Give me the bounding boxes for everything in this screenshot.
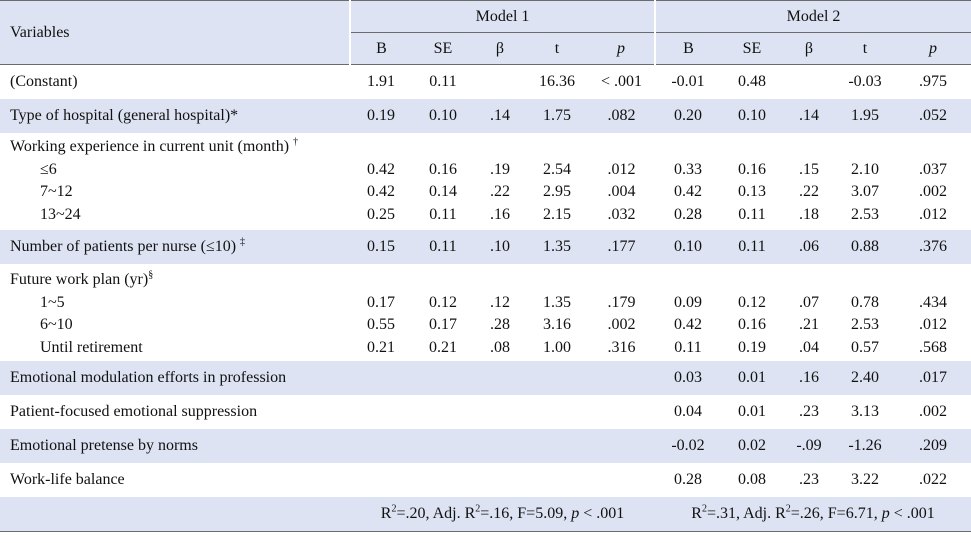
col-t: t [835, 33, 895, 65]
cell: 0.28 [674, 471, 702, 488]
cell-group [895, 133, 971, 230]
cell: 2.95 [543, 183, 571, 200]
col-se: SE [721, 33, 783, 65]
cell: 1.91 [367, 73, 395, 90]
sub-label: 6~10 [40, 316, 73, 333]
footnote-mark: § [148, 269, 154, 281]
cell: 0.16 [429, 160, 457, 178]
row-label: Work-life balance [10, 471, 125, 488]
sub-label: 1~5 [40, 293, 65, 311]
cell-group [721, 264, 783, 361]
cell: .209 [895, 429, 971, 463]
row-label-group [0, 133, 350, 230]
cell: .16 [490, 205, 510, 223]
cell: 0.42 [367, 160, 395, 178]
cell: 3.22 [851, 471, 879, 488]
cell: 0.11 [429, 205, 457, 223]
cell: 0.21 [367, 338, 395, 356]
cell: .012 [919, 205, 947, 223]
cell: 0.12 [738, 293, 766, 311]
cell: .16 [783, 361, 835, 395]
cell [474, 65, 526, 100]
cell: 0.10 [721, 99, 783, 133]
cell: 0.14 [429, 183, 457, 200]
cell-group [895, 264, 971, 361]
cell: .376 [895, 230, 971, 264]
cell-group [474, 133, 526, 230]
table-row-future [0, 264, 971, 361]
model1-header: Model 1 [350, 1, 655, 33]
cell: .002 [607, 316, 636, 333]
cell: 0.01 [721, 361, 783, 395]
cell: 0.42 [674, 316, 702, 333]
col-beta: β [474, 33, 526, 65]
cell: 1.95 [835, 99, 895, 133]
cell: -.09 [783, 429, 835, 463]
cell: .177 [588, 230, 655, 264]
cell: 0.42 [367, 183, 395, 200]
cell: .434 [919, 293, 947, 311]
cell: 2.10 [851, 160, 879, 178]
model2-header: Model 2 [655, 1, 971, 33]
cell-group [588, 133, 655, 230]
cell: .06 [783, 230, 835, 264]
cell: .15 [799, 160, 819, 178]
cell-group [474, 264, 526, 361]
cell: .21 [799, 316, 819, 333]
cell: 0.16 [738, 160, 766, 178]
col-t: t [526, 33, 588, 65]
cell: 2.40 [835, 361, 895, 395]
cell: 1.35 [543, 293, 571, 311]
cell: .012 [607, 160, 636, 178]
cell: .19 [490, 160, 510, 178]
cell: 0.10 [655, 230, 721, 264]
cell: 16.36 [539, 73, 575, 90]
cell: 0.12 [429, 293, 457, 311]
cell: .28 [490, 316, 510, 333]
cell-group [783, 264, 835, 361]
cell: .14 [474, 99, 526, 133]
cell: 1.35 [526, 230, 588, 264]
table-row-suppression [0, 395, 971, 429]
cell-group [655, 133, 721, 230]
cell: 1.75 [526, 99, 588, 133]
cell: 1.00 [543, 338, 571, 356]
cell: .032 [607, 205, 636, 223]
cell: .18 [799, 205, 819, 223]
row-label: Future work plan (yr) [10, 271, 149, 288]
cell-group [526, 264, 588, 361]
cell-group [588, 264, 655, 361]
cell: 0.17 [367, 293, 395, 311]
cell: 0.16 [738, 316, 766, 333]
row-label: Number of patients per nurse (≤10) [10, 238, 237, 255]
cell: 0.17 [429, 316, 457, 333]
cell: 0.48 [738, 73, 766, 90]
cell-group [721, 133, 783, 230]
cell-group [350, 133, 412, 230]
cell: 0.42 [674, 183, 702, 200]
sub-label: ≤6 [40, 160, 57, 178]
cell: .017 [895, 361, 971, 395]
cell: 2.54 [543, 160, 571, 178]
cell: .004 [607, 183, 636, 200]
cell: 0.21 [429, 338, 457, 356]
row-label-group [0, 230, 350, 264]
cell: 0.19 [350, 99, 412, 133]
model1-summary: $R^2=.20$, Adj. $R^2=.16$, F=5.09, p < .001 [350, 497, 655, 532]
cell: 0.88 [835, 230, 895, 264]
row-label: Patient-focused emotional suppression [10, 403, 258, 420]
col-b: B [350, 33, 412, 65]
sub-label: 13~24 [40, 205, 81, 223]
cell: 2.15 [543, 205, 571, 223]
cell: 0.33 [674, 160, 702, 178]
cell: 0.57 [851, 338, 879, 356]
cell [783, 65, 835, 100]
cell: 0.11 [412, 230, 474, 264]
cell: .012 [919, 316, 947, 333]
cell: .037 [919, 160, 947, 178]
cell: .316 [607, 338, 636, 356]
col-se: SE [412, 33, 474, 65]
cell: .082 [588, 99, 655, 133]
cell-group [835, 133, 895, 230]
cell: .04 [799, 338, 819, 356]
cell: 0.01 [738, 403, 766, 420]
table-row-modulation [0, 361, 971, 395]
row-label: Working experience in current unit (month) [10, 138, 290, 155]
table-row-summary [0, 497, 971, 532]
table-row-pretense [0, 429, 971, 463]
cell: .23 [799, 471, 819, 488]
cell: .568 [919, 338, 947, 356]
cell-group [350, 264, 412, 361]
cell: -0.03 [848, 73, 882, 90]
cell: 0.09 [674, 293, 702, 311]
table-row-patients [0, 230, 971, 264]
cell: 2.53 [851, 205, 879, 223]
table-row-balance [0, 463, 971, 497]
cell: 0.78 [851, 293, 879, 311]
cell: 0.11 [738, 205, 766, 223]
cell: .22 [799, 183, 819, 200]
cell: -0.01 [671, 73, 705, 90]
footnote-mark: ‡ [240, 236, 246, 248]
cell-group [412, 133, 474, 230]
cell: 0.11 [429, 73, 457, 90]
cell: 0.15 [350, 230, 412, 264]
col-p: p [895, 33, 971, 65]
cell-group [835, 264, 895, 361]
cell: .179 [607, 293, 636, 311]
cell: .07 [799, 293, 819, 311]
cell: 0.08 [738, 471, 766, 488]
sub-label: 7~12 [40, 183, 73, 200]
cell: .052 [895, 99, 971, 133]
cell: .08 [490, 338, 510, 356]
col-p: p [588, 33, 655, 65]
cell-group [412, 264, 474, 361]
footnote-mark: † [293, 136, 299, 148]
cell: 0.55 [367, 316, 395, 333]
cell: .002 [919, 403, 947, 420]
cell-group [526, 133, 588, 230]
table-row-hospital [0, 99, 971, 133]
cell: -0.02 [655, 429, 721, 463]
sub-label: Until retirement [40, 338, 143, 356]
cell-group [783, 133, 835, 230]
cell: 0.28 [674, 205, 702, 223]
cell: 2.53 [851, 316, 879, 333]
col-beta: β [783, 33, 835, 65]
variables-header: Variables [0, 1, 350, 65]
col-b: B [655, 33, 721, 65]
table-row-constant [0, 65, 971, 100]
cell: -1.26 [835, 429, 895, 463]
cell: .23 [799, 403, 819, 420]
row-label: (Constant) [10, 73, 78, 90]
cell: .975 [919, 73, 947, 90]
row-label-group [0, 264, 350, 361]
row-label: Emotional modulation efforts in profession [0, 361, 350, 395]
row-label: Emotional pretense by norms [0, 429, 350, 463]
cell: .002 [919, 183, 947, 200]
cell: 3.07 [851, 183, 879, 200]
cell: 0.03 [655, 361, 721, 395]
cell: 0.20 [655, 99, 721, 133]
cell: 0.11 [721, 230, 783, 264]
header-row-models [0, 1, 971, 33]
cell: 0.02 [721, 429, 783, 463]
cell: < .001 [600, 73, 643, 90]
model2-summary: $R^2=.31$, Adj. $R^2=.26$, F=6.71, p < .001 [655, 497, 971, 532]
cell-group [655, 264, 721, 361]
row-label: Type of hospital (general hospital)* [0, 99, 350, 133]
cell: .22 [490, 183, 510, 200]
cell: 0.10 [412, 99, 474, 133]
cell: .12 [490, 293, 510, 311]
cell: 0.19 [738, 338, 766, 356]
cell: 0.04 [674, 403, 702, 420]
cell: .10 [474, 230, 526, 264]
cell: 3.13 [851, 403, 879, 420]
cell: .022 [919, 471, 947, 488]
cell: 0.25 [367, 205, 395, 223]
cell: 0.13 [738, 183, 766, 200]
cell: 3.16 [543, 316, 571, 333]
cell: 0.11 [674, 338, 702, 356]
table-row-experience [0, 133, 971, 230]
cell: .14 [783, 99, 835, 133]
